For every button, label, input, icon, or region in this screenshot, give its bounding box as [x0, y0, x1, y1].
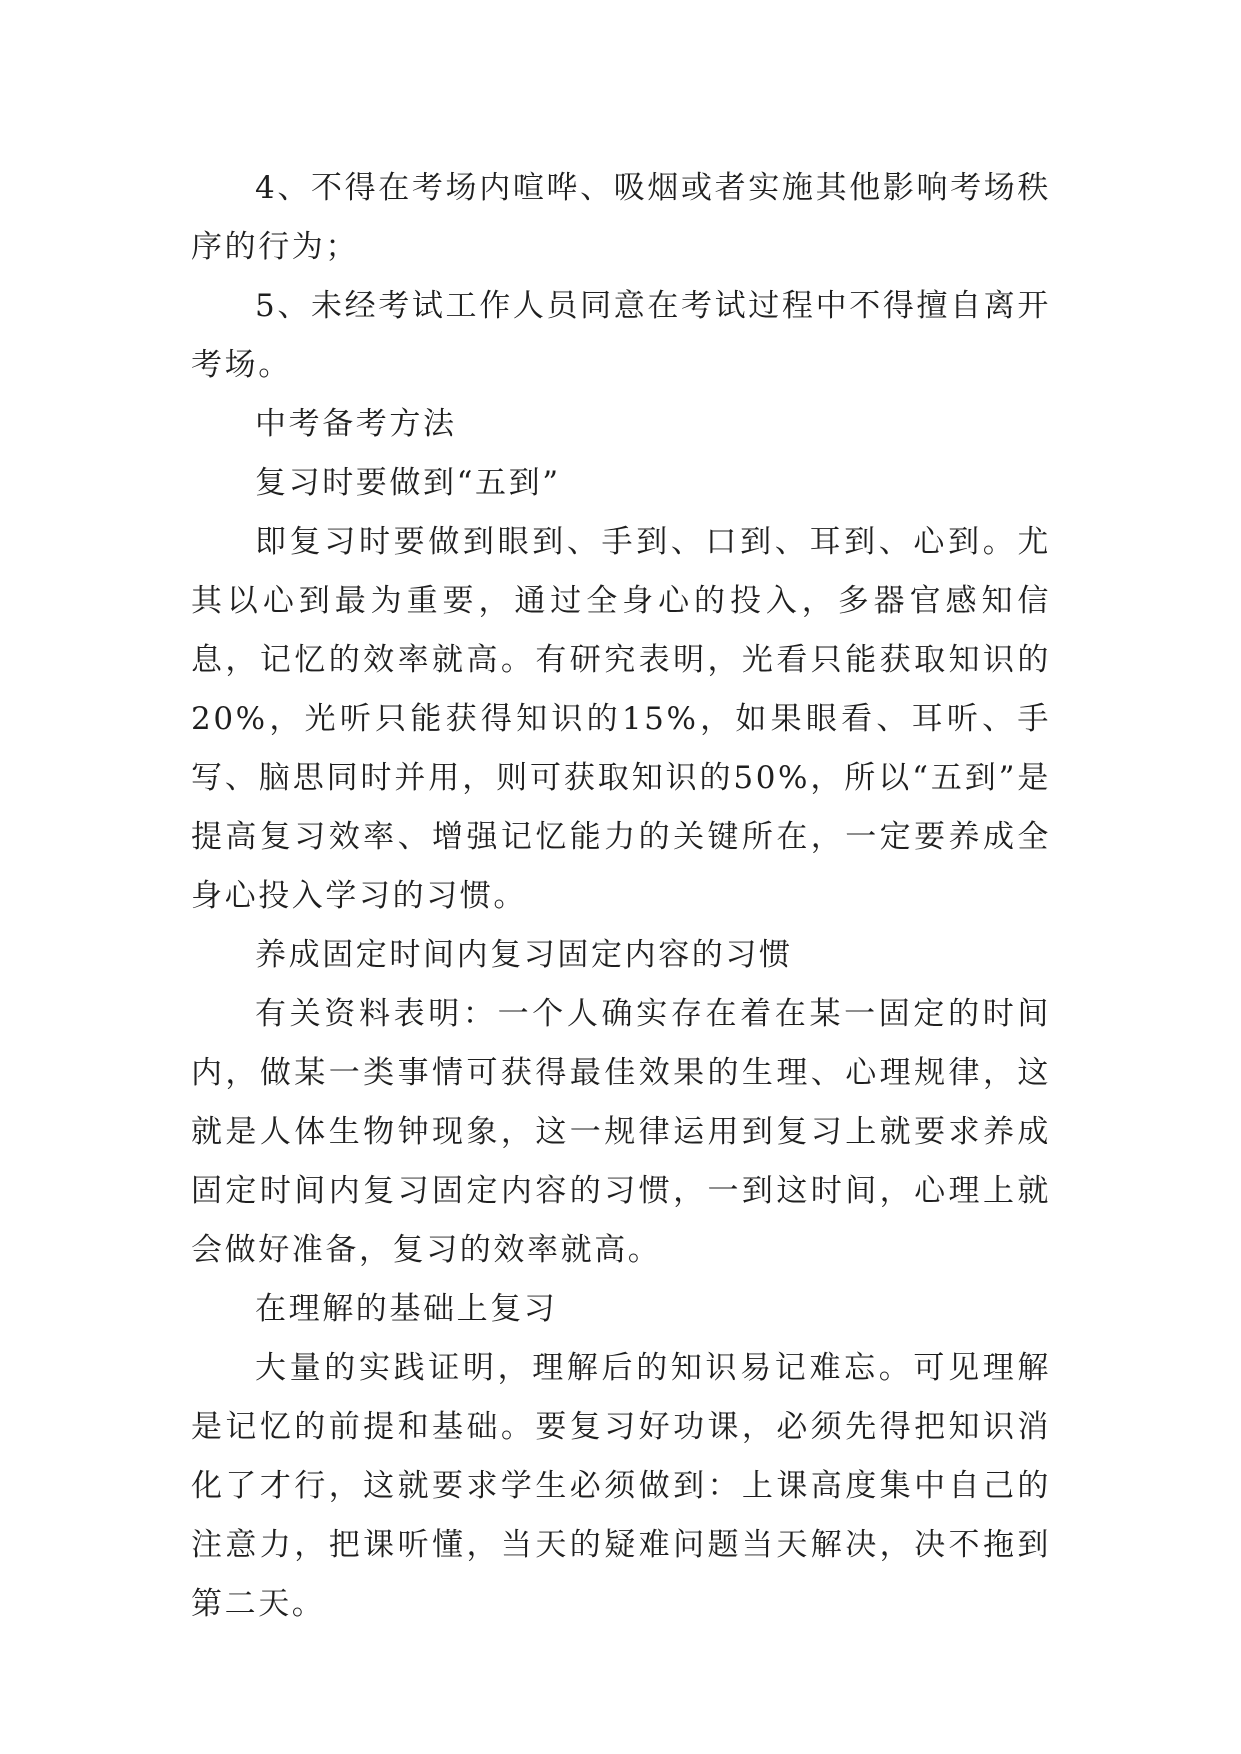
fixed-time-paragraph: 有关资料表明：一个人确实存在着在某一固定的时间内，做某一类事情可获得最佳效果的生理、心理规律，这就是人体生物钟现象，这一规律运用到复习上就要求养成固定时间内复习固定内容的习惯，一到这时间，心理上就会做好准备，复习的效率就高。: [191, 996, 1051, 1268]
section-heading-methods: 中考备考方法: [255, 406, 457, 442]
rule-4-paragraph: 4、不得在考场内喧哗、吸烟或者实施其他影响考场秩序的行为；: [191, 170, 1051, 265]
subheading-five-to: 复习时要做到“五到”: [255, 465, 561, 501]
subheading-fixed-time: 养成固定时间内复习固定内容的习惯: [255, 937, 793, 973]
subheading-understanding: 在理解的基础上复习: [255, 1291, 558, 1327]
understanding-paragraph: 大量的实践证明，理解后的知识易记难忘。可见理解是记忆的前提和基础。要复习好功课，必须先得把知识消化了才行，这就要求学生必须做到：上课高度集中自己的注意力，把课听懂，当天的疑难问题当天解决，决不拖到第二天。: [191, 1350, 1051, 1622]
five-to-paragraph: 即复习时要做到眼到、手到、口到、耳到、心到。尤其以心到最为重要，通过全身心的投入，多器官感知信息，记忆的效率就高。有研究表明，光看只能获取知识的20%，光听只能获得知识的15%，如果眼看、耳听、手写、脑思同时并用，则可获取知识的50%，所以“五到”是提高复习效率、增强记忆能力的关键所在，一定要养成全身心投入学习的习惯。: [191, 524, 1051, 914]
rule-5-paragraph: 5、未经考试工作人员同意在考试过程中不得擅自离开考场。: [191, 288, 1051, 383]
document-body: [191, 159, 1051, 1634]
